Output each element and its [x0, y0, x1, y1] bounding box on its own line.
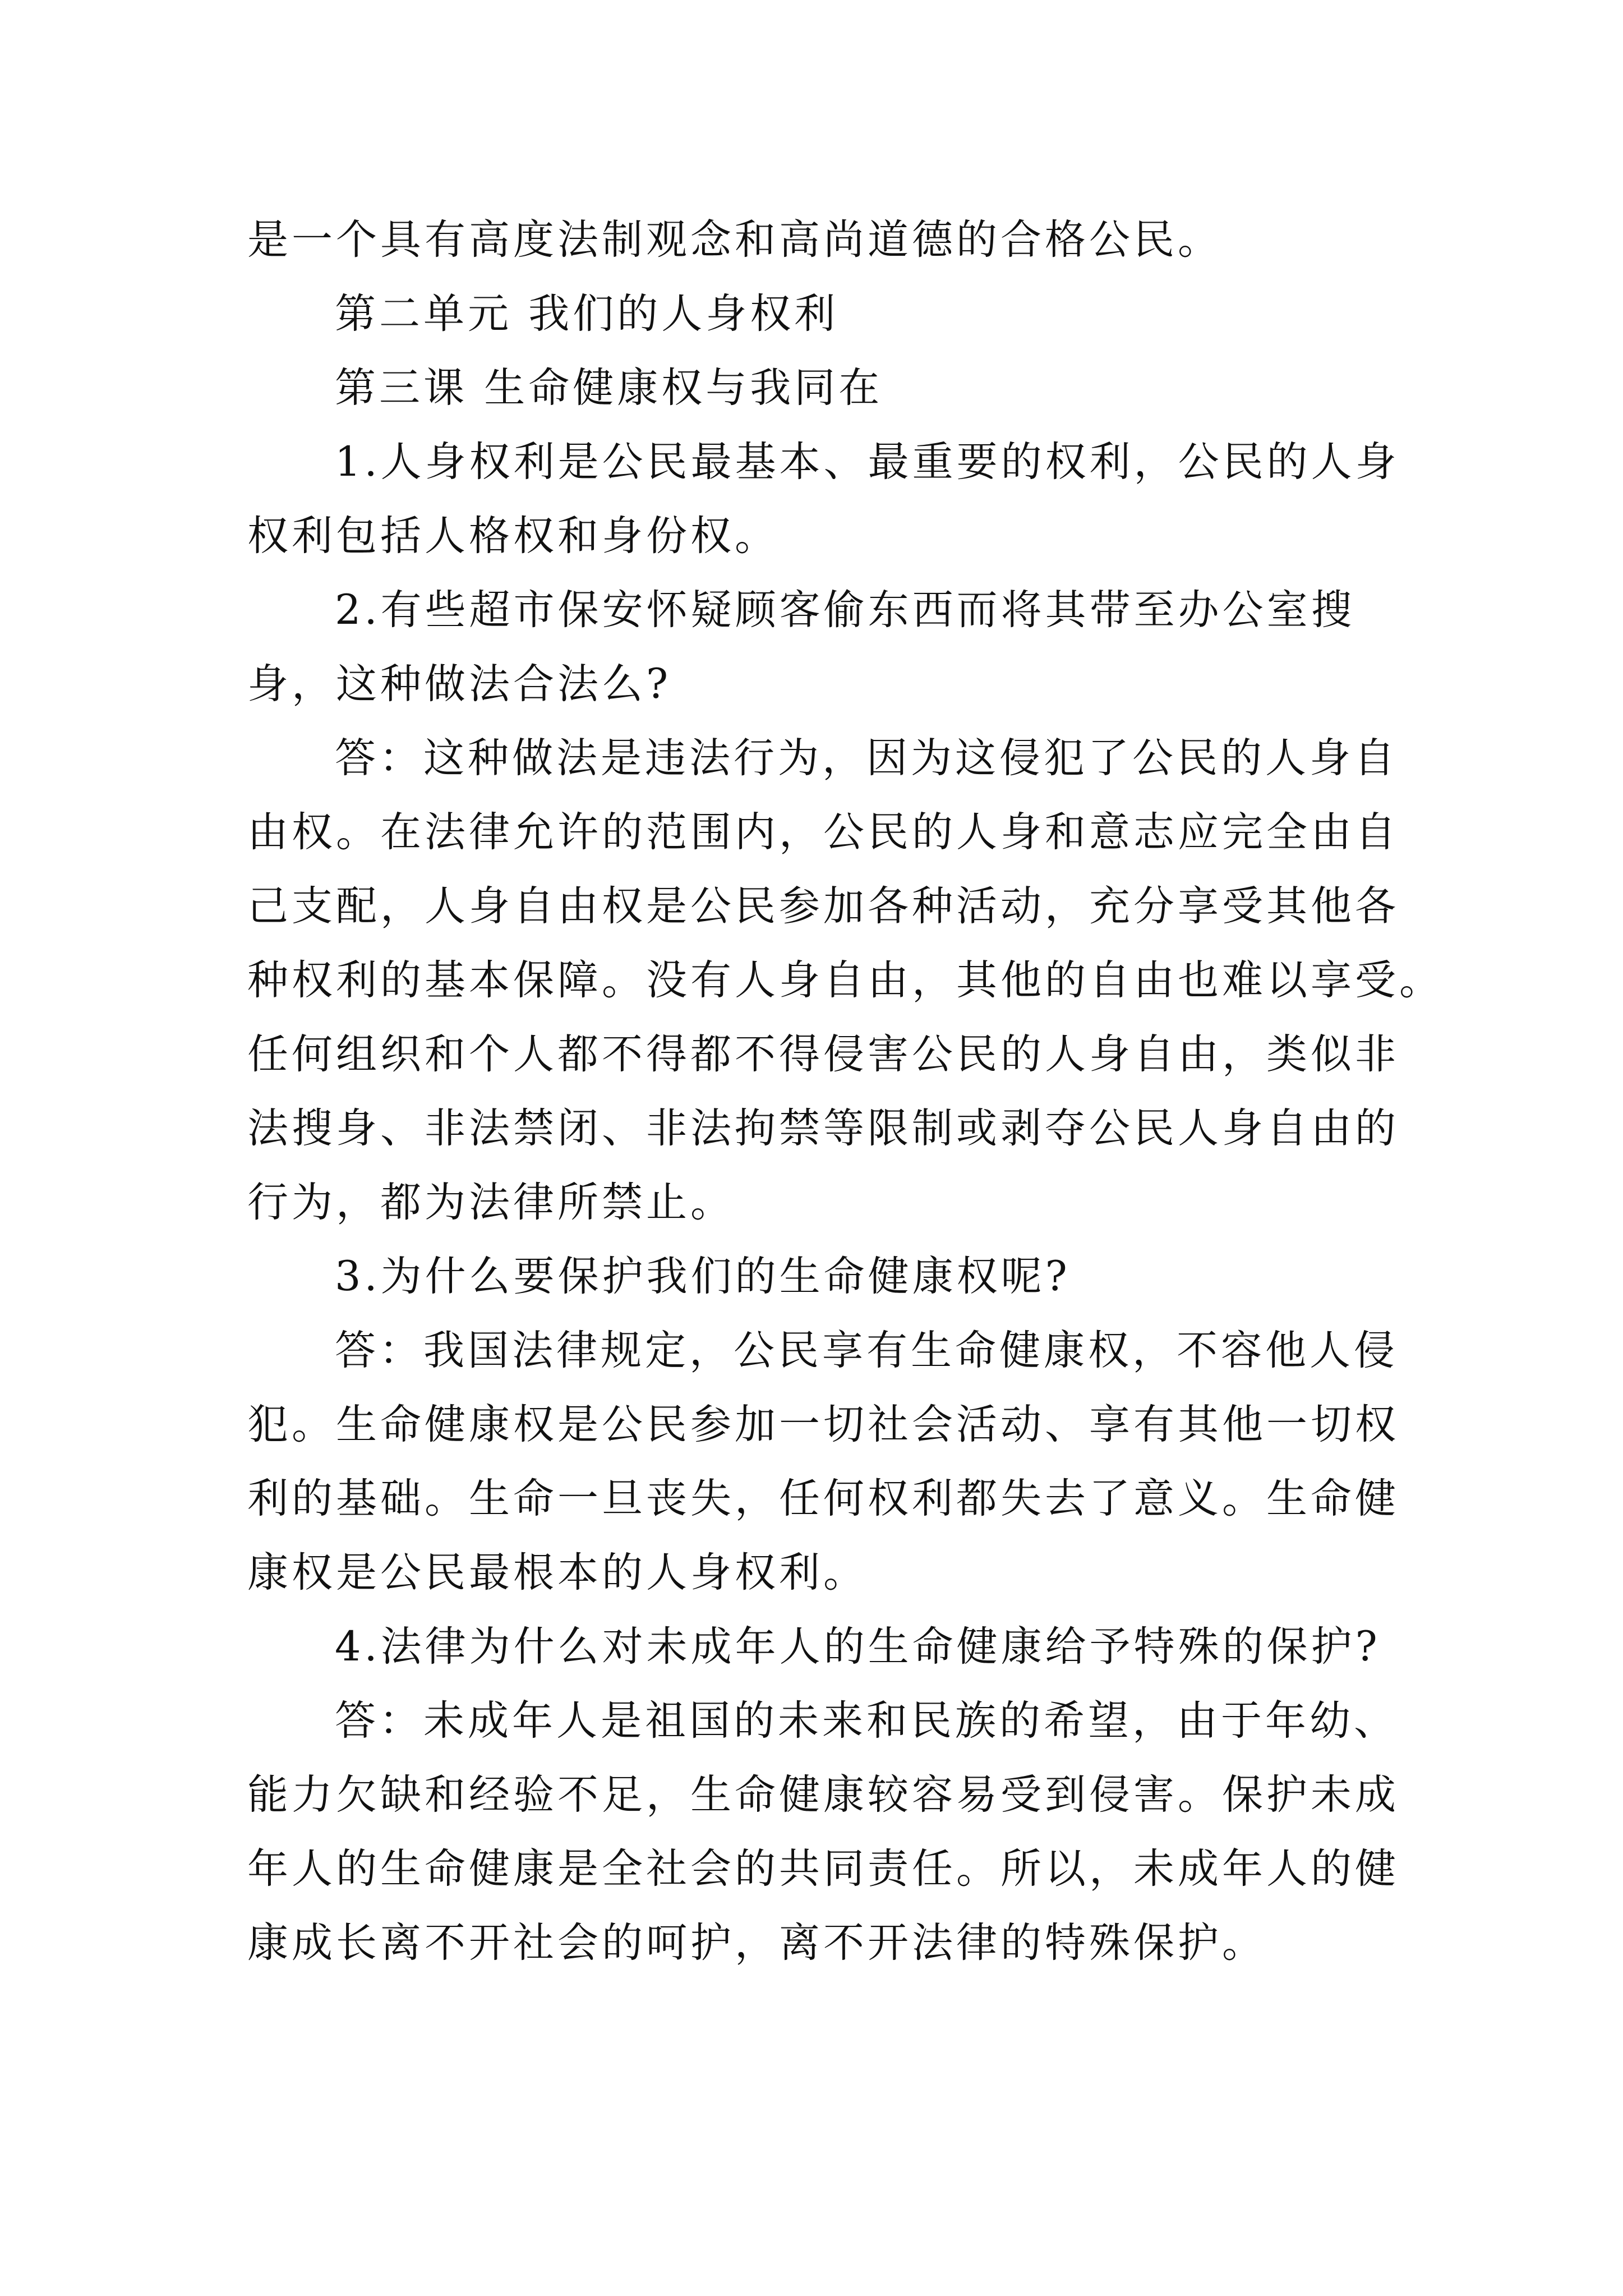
text-line: 权利包括人格权和身份权。: [247, 512, 779, 560]
text-line: 能力欠缺和经验不足，生命健康较容易受到侵害。保护未成: [247, 1771, 1399, 1819]
question-2: 2.有些超市保安怀疑顾客偷东西而将其带至办公室搜: [335, 586, 1355, 634]
lesson-heading: 第三课 生命健康权与我同在: [335, 364, 883, 412]
question-3: 3.为什么要保护我们的生命健康权呢?: [335, 1253, 1071, 1300]
text-line: 法搜身、非法禁闭、非法拘禁等限制或剥夺公民人身自由的: [247, 1105, 1399, 1152]
question-1: 1.人身权利是公民最基本、最重要的权利，公民的人身: [335, 438, 1400, 486]
text-line: 是一个具有高度法制观念和高尚道德的合格公民。: [247, 216, 1222, 264]
text-line: 种权利的基本保障。没有人身自由，其他的自由也难以享受。: [247, 956, 1444, 1004]
answer-2: 答：这种做法是违法行为，因为这侵犯了公民的人身自: [335, 734, 1398, 782]
text-line: 身，这种做法合法么?: [247, 660, 672, 708]
answer-4: 答：未成年人是祖国的未来和民族的希望，由于年幼、: [335, 1697, 1398, 1745]
text-line: 犯。生命健康权是公民参加一切社会活动、享有其他一切权: [247, 1401, 1399, 1448]
unit-heading: 第二单元 我们的人身权利: [335, 290, 839, 338]
text-line: 行为，都为法律所禁止。: [247, 1179, 735, 1226]
text-line: 己支配，人身自由权是公民参加各种活动，充分享受其他各: [247, 882, 1399, 930]
text-line: 由权。在法律允许的范围内，公民的人身和意志应完全由自: [247, 808, 1399, 856]
text-line: 任何组织和个人都不得都不得侵害公民的人身自由，类似非: [247, 1030, 1399, 1078]
text-line: 年人的生命健康是全社会的共同责任。所以，未成年人的健: [247, 1845, 1399, 1893]
question-4: 4.法律为什么对未成年人的生命健康给予特殊的保护?: [335, 1623, 1381, 1671]
text-line: 康成长离不开社会的呵护，离不开法律的特殊保护。: [247, 1919, 1266, 1967]
text-line: 利的基础。生命一旦丧失，任何权利都失去了意义。生命健: [247, 1475, 1399, 1522]
answer-3: 答：我国法律规定，公民享有生命健康权，不容他人侵: [335, 1327, 1398, 1374]
text-line: 康权是公民最根本的人身权利。: [247, 1549, 868, 1596]
